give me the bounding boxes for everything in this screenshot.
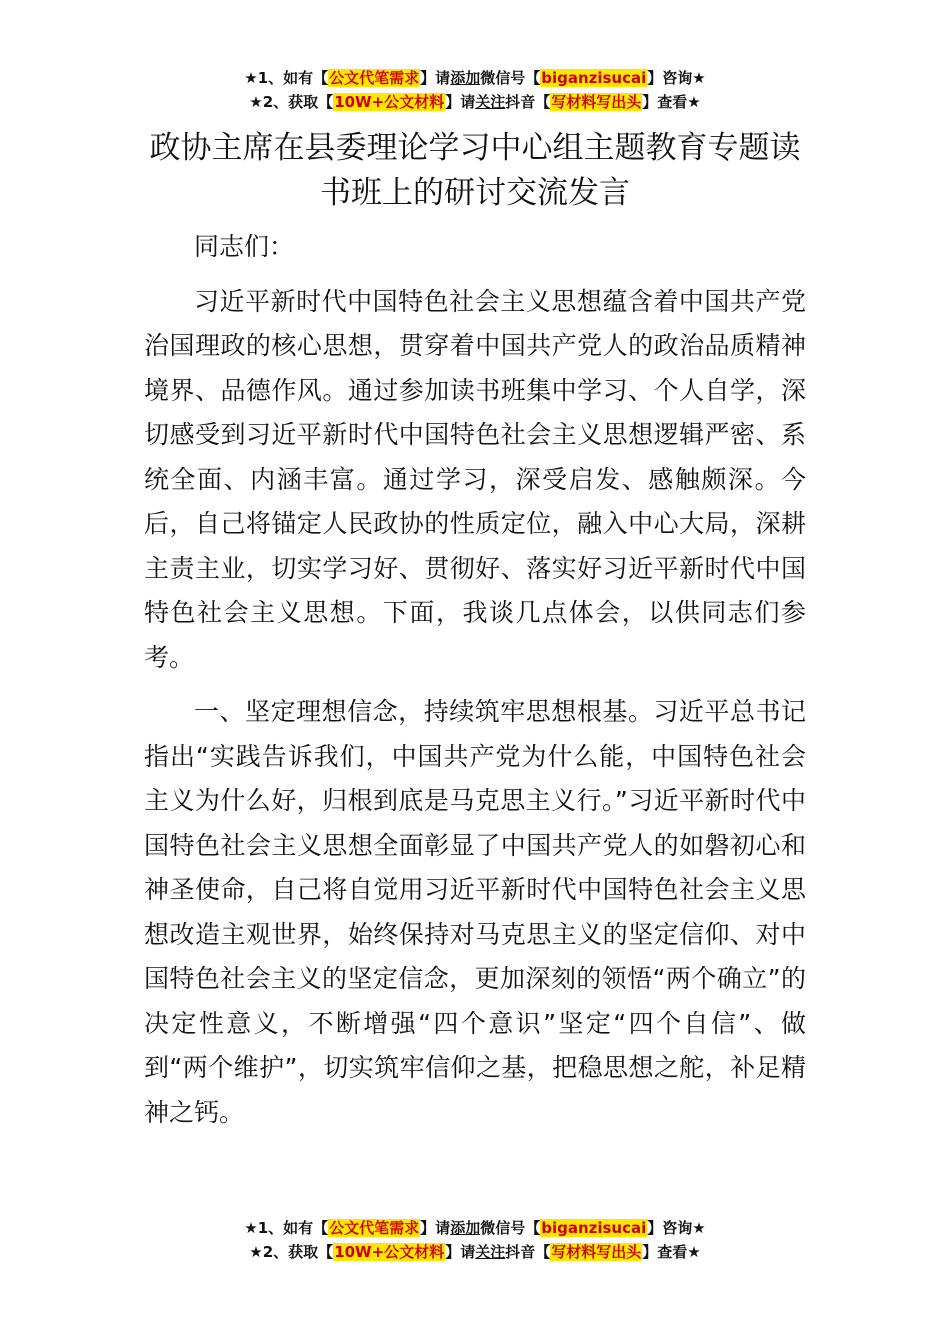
emphasis-follow: 关注 bbox=[475, 1243, 506, 1261]
highlight-service: 公文代笔需求 bbox=[329, 1219, 420, 1237]
promo-text: ★2、获取【 bbox=[249, 93, 334, 111]
promo-text: 】查看★ bbox=[642, 93, 701, 111]
promo-text: 】咨询★ bbox=[647, 69, 706, 87]
highlight-douyin-id: 写材料写出头 bbox=[551, 93, 642, 111]
promo-text: 】咨询★ bbox=[647, 1219, 706, 1237]
emphasis-add: 添加 bbox=[450, 69, 481, 87]
promo-text: ★1、如有【 bbox=[244, 69, 329, 87]
promo-text: 抖音【 bbox=[505, 93, 551, 111]
emphasis-follow: 关注 bbox=[475, 93, 506, 111]
highlight-service: 公文代笔需求 bbox=[329, 69, 420, 87]
promo-line-2 bbox=[0, 90, 950, 114]
promo-text: 】查看★ bbox=[642, 1243, 701, 1261]
promo-text: 微信号【 bbox=[480, 1219, 541, 1237]
paragraph-intro: 习近平新时代中国特色社会主义思想蕴含着中国共产党治国理政的核心思想，贯穿着中国共产党人的政治品质精神境界、品德作风。通过参加读书班集中学习、个人自学，深切感受到习近平新时代中国特色社会主义思想逻辑严密、系统全面、内涵丰富。通过学习，深受启发、感触颇深。今后，自己将锚定人民政协的性质定位，融入中心大局，深耕主责主业，切实学习好、贯彻好、落实好习近平新时代中国特色社会主义思想。下面，我谈几点体会，以供同志们参考。 bbox=[144, 286, 806, 672]
bottom-promo-banner bbox=[0, 1216, 950, 1264]
promo-text: 】请 bbox=[420, 69, 451, 87]
document-body bbox=[144, 225, 806, 1145]
promo-text: 微信号【 bbox=[480, 69, 541, 87]
promo-text: ★2、获取【 bbox=[249, 1243, 334, 1261]
emphasis-add: 添加 bbox=[450, 1219, 481, 1237]
promo-line-1 bbox=[0, 66, 950, 90]
promo-line-1 bbox=[0, 1216, 950, 1240]
salutation: 同志们： bbox=[194, 232, 295, 261]
highlight-materials: 10W+公文材料 bbox=[334, 93, 445, 111]
promo-line-2 bbox=[0, 1240, 950, 1264]
highlight-wechat-id: biganzisucai bbox=[541, 69, 647, 87]
promo-text: 抖音【 bbox=[505, 1243, 551, 1261]
promo-text: 】请 bbox=[420, 1219, 451, 1237]
top-promo-banner bbox=[0, 66, 950, 114]
highlight-douyin-id: 写材料写出头 bbox=[551, 1243, 642, 1261]
paragraph-point-1: 一、坚定理想信念，持续筑牢思想根基。习近平总书记指出“实践告诉我们，中国共产党为什么能，中国特色社会主义为什么好，归根到底是马克思主义行。”习近平新时代中国特色社会主义思想全面彰显了中国共产党人的如磐初心和神圣使命，自己将自觉用习近平新时代中国特色社会主义思想改造主观世界，始终保持对马克思主义的坚定信仰、对中国特色社会主义的坚定信念，更加深刻的领悟“两个确立”的决定性意义，不断增强“四个意识”坚定“四个自信”、做到“两个维护”，切实筑牢信仰之基，把稳思想之舵，补足精神之钙。 bbox=[144, 697, 806, 1127]
highlight-materials: 10W+公文材料 bbox=[334, 1243, 445, 1261]
document-title: 政协主席在县委理论学习中心组主题教育专题读书班上的研讨交流发言 bbox=[149, 130, 801, 211]
promo-text: 】请 bbox=[445, 93, 476, 111]
promo-text: ★1、如有【 bbox=[244, 1219, 329, 1237]
promo-text: 】请 bbox=[445, 1243, 476, 1261]
highlight-wechat-id: biganzisucai bbox=[541, 1219, 647, 1237]
